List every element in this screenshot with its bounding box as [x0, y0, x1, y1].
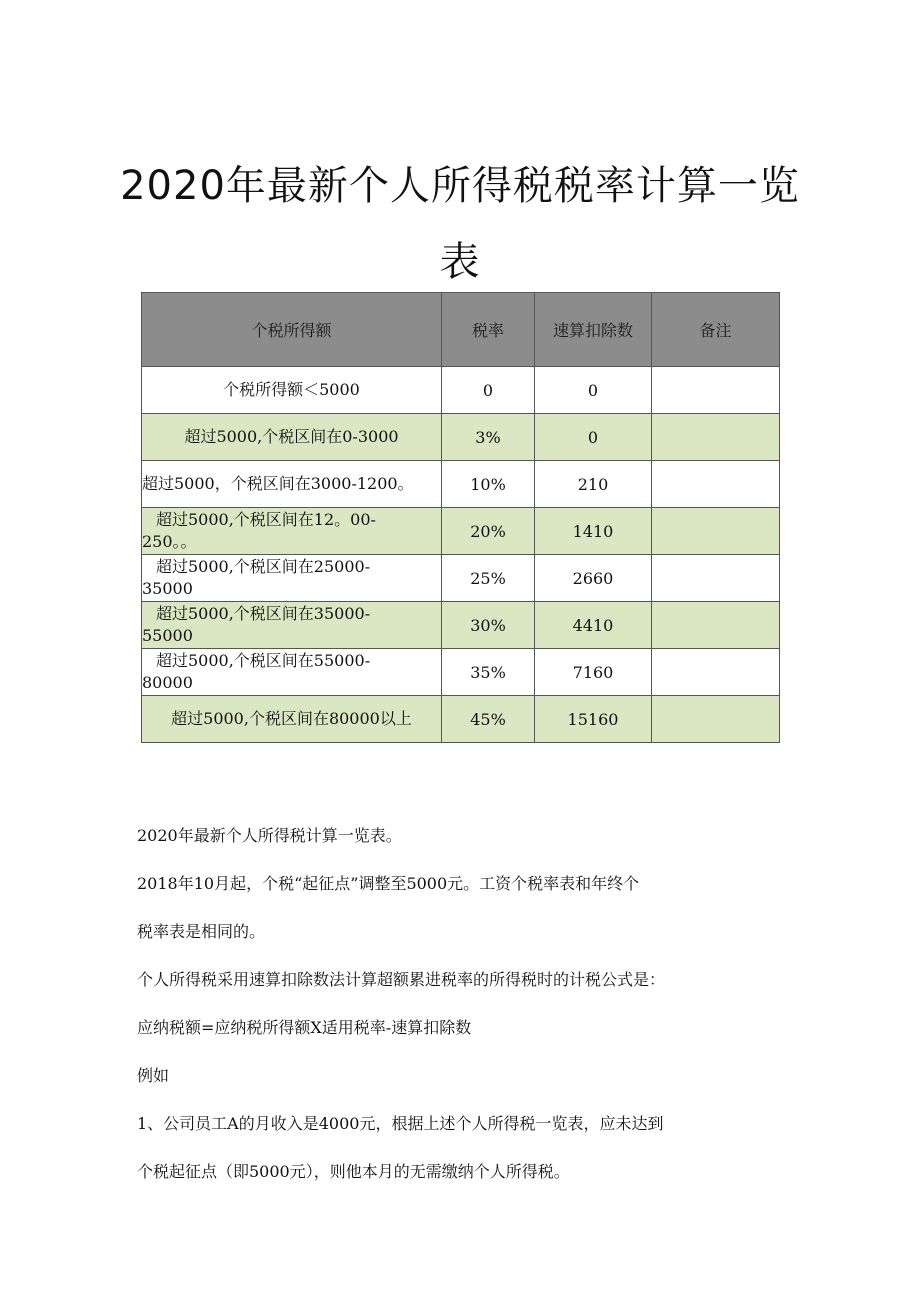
cell-range: 超过5000,个税区间在55000- 80000: [142, 649, 442, 696]
cell-range: 超过5000,个税区间在0-3000: [142, 414, 442, 461]
title-line-2: 表: [439, 239, 481, 285]
cell-range: 超过5000,个税区间在35000- 55000: [142, 602, 442, 649]
table-row: [142, 649, 780, 696]
table-row: [142, 555, 780, 602]
cell-deduction: 0: [535, 367, 652, 414]
cell-deduction: 4410: [535, 602, 652, 649]
paragraph-example-heading: 例如: [137, 1066, 170, 1085]
paragraph-threshold-2: 税率表是相同的。: [137, 922, 266, 941]
header-rate: 税率: [442, 293, 535, 367]
cell-note: [652, 602, 780, 649]
cell-note: [652, 461, 780, 508]
cell-rate: 0: [442, 367, 535, 414]
cell-deduction: 210: [535, 461, 652, 508]
table-header-row: [142, 293, 780, 367]
cell-note: [652, 555, 780, 602]
table-row: [142, 461, 780, 508]
cell-rate: 10%: [442, 461, 535, 508]
cell-deduction: 7160: [535, 649, 652, 696]
cell-rate: 30%: [442, 602, 535, 649]
table-row: [142, 367, 780, 414]
body-text: [137, 812, 777, 1196]
cell-range: 超过5000，个税区间在3000-1200。: [142, 461, 442, 508]
paragraph-example-1a: 1、公司员工A的月收入是4000元，根据上述个人所得税一览表，应未达到: [137, 1114, 664, 1133]
paragraph-threshold-1: 2018年10月起，个税“起征点”调整至5000元。工资个税率表和年终个: [137, 874, 640, 893]
tax-rate-table: [141, 292, 780, 743]
cell-range: 超过5000,个税区间在25000- 35000: [142, 555, 442, 602]
cell-deduction: 1410: [535, 508, 652, 555]
cell-note: [652, 414, 780, 461]
cell-rate: 3%: [442, 414, 535, 461]
cell-rate: 20%: [442, 508, 535, 555]
cell-range: 超过5000,个税区间在80000以上: [142, 696, 442, 743]
cell-deduction: 0: [535, 414, 652, 461]
cell-note: [652, 367, 780, 414]
cell-note: [652, 696, 780, 743]
paragraph-summary: 2020年最新个人所得税计算一览表。: [137, 826, 402, 845]
table-row: [142, 602, 780, 649]
cell-rate: 35%: [442, 649, 535, 696]
cell-deduction: 2660: [535, 555, 652, 602]
cell-rate: 45%: [442, 696, 535, 743]
paragraph-formula-intro: 个人所得税采用速算扣除数法计算超额累进税率的所得税时的计税公式是：: [137, 970, 666, 989]
header-deduction: 速算扣除数: [535, 293, 652, 367]
header-income: 个税所得额: [142, 293, 442, 367]
cell-note: [652, 649, 780, 696]
paragraph-formula: 应纳税额=应纳税所得额X适用税率-速算扣除数: [137, 1018, 472, 1037]
header-note: 备注: [652, 293, 780, 367]
paragraph-example-1b: 个税起征点（即5000元），则他本月的无需缴纳个人所得税。: [137, 1162, 570, 1181]
title-line-1: 2020年最新个人所得税税率计算一览: [120, 163, 800, 209]
document-title: [0, 148, 920, 300]
cell-deduction: 15160: [535, 696, 652, 743]
table-row: [142, 414, 780, 461]
cell-range: 超过5000,个税区间在12。00- 250。。: [142, 508, 442, 555]
cell-rate: 25%: [442, 555, 535, 602]
table-row: [142, 508, 780, 555]
cell-note: [652, 508, 780, 555]
cell-range: 个税所得额＜5000: [142, 367, 442, 414]
table-row: [142, 696, 780, 743]
